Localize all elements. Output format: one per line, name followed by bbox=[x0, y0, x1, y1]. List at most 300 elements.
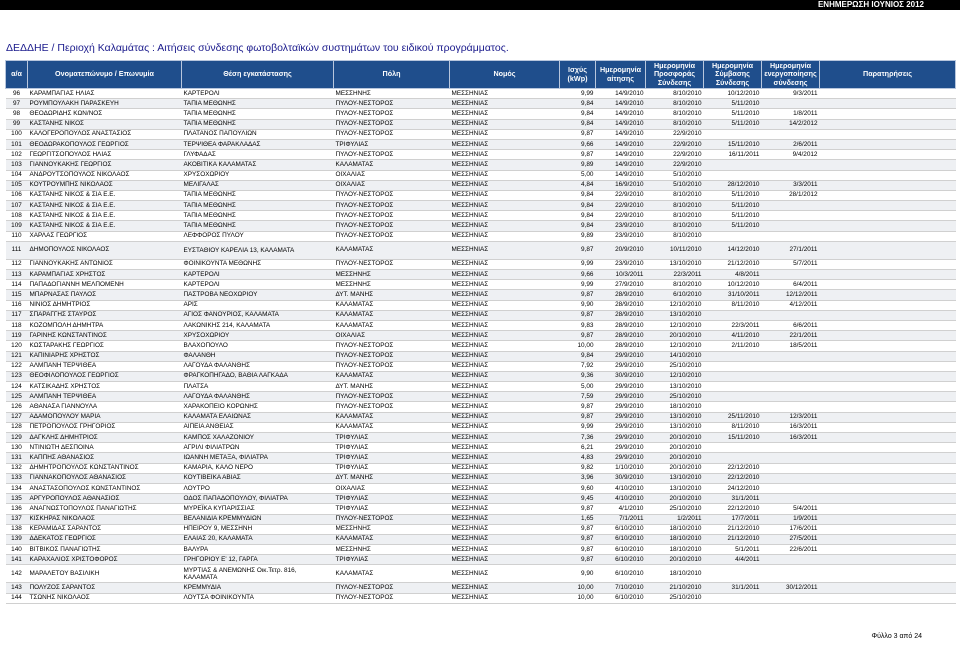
cell-name: ΚΑΣΤΑΝΗΣ ΝΙΚΟΣ & ΣΙΑ Ε.Ε. bbox=[28, 221, 182, 231]
cell-aa: 142 bbox=[6, 565, 28, 583]
cell-city: ΟΙΧΑΛΙΑΣ bbox=[334, 180, 450, 190]
cell-date-contract: 22/12/2010 bbox=[704, 463, 762, 473]
cell-power: 9,84 bbox=[560, 351, 596, 361]
cell-date-request: 27/9/2010 bbox=[596, 280, 646, 290]
cell-prefecture: ΜΕΣΣΗΝΙΑΣ bbox=[450, 99, 560, 109]
header-date-contract: Ημερομηνία Σύμβασης Σύνδεσης bbox=[704, 61, 762, 89]
header-date-request: Ημερομηνία αίτησης bbox=[596, 61, 646, 89]
cell-name: ΚΑΣΤΑΝΗΣ ΝΙΚΟΣ & ΣΙΑ Ε.Ε. bbox=[28, 190, 182, 200]
table-row bbox=[6, 443, 956, 453]
cell-remarks bbox=[820, 412, 956, 422]
cell-date-activation bbox=[762, 392, 820, 402]
cell-name: ΘΕΟΔΩΡΑΚΟΠΟΥΛΟΣ ΓΕΩΡΓΙΟΣ bbox=[28, 139, 182, 149]
cell-name: ΑΝΑΣΤΑΣΟΠΟΥΛΟΣ ΚΩΝΣΤΑΝΤΙΝΟΣ bbox=[28, 483, 182, 493]
cell-name: ΚΑΠΠΗΣ ΑΘΑΝΑΣΙΟΣ bbox=[28, 453, 182, 463]
cell-remarks bbox=[820, 371, 956, 381]
cell-date-request: 20/9/2010 bbox=[596, 241, 646, 259]
cell-date-activation bbox=[762, 371, 820, 381]
cell-power: 9,84 bbox=[560, 190, 596, 200]
cell-date-offer: 20/10/2010 bbox=[646, 463, 704, 473]
cell-city: ΚΑΛΑΜΑΤΑΣ bbox=[334, 300, 450, 310]
cell-location: ΧΑΡΑΚΟΠΕΙΟ ΚΟΡΩΝΗΣ bbox=[182, 402, 334, 412]
table-row bbox=[6, 494, 956, 504]
cell-date-request: 28/9/2010 bbox=[596, 320, 646, 330]
cell-date-request: 23/9/2010 bbox=[596, 221, 646, 231]
cell-date-activation bbox=[762, 221, 820, 231]
table-row bbox=[6, 129, 956, 139]
cell-city: ΠΥΛΟΥ-ΝΕΣΤΟΡΟΣ bbox=[334, 231, 450, 241]
cell-date-contract bbox=[704, 565, 762, 583]
cell-remarks bbox=[820, 504, 956, 514]
cell-date-request: 29/9/2010 bbox=[596, 351, 646, 361]
cell-remarks bbox=[820, 241, 956, 259]
cell-prefecture: ΜΕΣΣΗΝΙΑΣ bbox=[450, 150, 560, 160]
cell-date-contract: 5/11/2010 bbox=[704, 99, 762, 109]
cell-date-activation bbox=[762, 211, 820, 221]
cell-city: ΚΑΛΑΜΑΤΑΣ bbox=[334, 160, 450, 170]
table-row bbox=[6, 310, 956, 320]
cell-location: ΑΓΡΙΛΙ ΦΙΛΙΑΤΡΩΝ bbox=[182, 443, 334, 453]
cell-date-offer: 8/10/2010 bbox=[646, 280, 704, 290]
cell-aa: 116 bbox=[6, 300, 28, 310]
cell-power: 9,87 bbox=[560, 331, 596, 341]
cell-aa: 134 bbox=[6, 483, 28, 493]
cell-date-contract bbox=[704, 392, 762, 402]
cell-name: ΘΕΟΔΩΡΙΔΗΣ ΚΩΝ/ΝΟΣ bbox=[28, 109, 182, 119]
cell-date-contract: 22/3/2011 bbox=[704, 320, 762, 330]
cell-date-contract: 25/11/2010 bbox=[704, 412, 762, 422]
cell-remarks bbox=[820, 351, 956, 361]
cell-remarks bbox=[820, 190, 956, 200]
cell-remarks bbox=[820, 129, 956, 139]
cell-power: 9,87 bbox=[560, 290, 596, 300]
cell-aa: 119 bbox=[6, 331, 28, 341]
cell-date-activation: 30/12/2011 bbox=[762, 583, 820, 593]
cell-aa: 113 bbox=[6, 270, 28, 280]
cell-remarks bbox=[820, 160, 956, 170]
cell-date-request: 6/10/2010 bbox=[596, 534, 646, 544]
cell-prefecture: ΜΕΣΣΗΝΙΑΣ bbox=[450, 433, 560, 443]
table-row bbox=[6, 341, 956, 351]
cell-date-offer: 20/10/2010 bbox=[646, 433, 704, 443]
cell-date-activation: 12/12/2011 bbox=[762, 290, 820, 300]
cell-date-activation: 27/1/2011 bbox=[762, 241, 820, 259]
cell-date-offer: 10/11/2010 bbox=[646, 241, 704, 259]
cell-date-offer: 13/10/2010 bbox=[646, 259, 704, 269]
cell-power: 5,00 bbox=[560, 170, 596, 180]
cell-location: ΚΑΛΑΜΑΤΑ ΕΛΑΙΩΝΑΣ bbox=[182, 412, 334, 422]
cell-prefecture: ΜΕΣΣΗΝΙΑΣ bbox=[450, 593, 560, 603]
cell-date-activation bbox=[762, 231, 820, 241]
table-row bbox=[6, 514, 956, 524]
cell-aa: 131 bbox=[6, 453, 28, 463]
cell-city: ΜΕΣΣΗΝΗΣ bbox=[334, 280, 450, 290]
cell-location: ΓΛΥΦΑΔΑΣ bbox=[182, 150, 334, 160]
cell-date-request: 14/9/2010 bbox=[596, 119, 646, 129]
cell-prefecture: ΜΕΣΣΗΝΙΑΣ bbox=[450, 583, 560, 593]
table-row bbox=[6, 483, 956, 493]
cell-location: ΧΡΥΣΟΧΩΡΙΟΥ bbox=[182, 331, 334, 341]
cell-prefecture: ΜΕΣΣΗΝΙΑΣ bbox=[450, 290, 560, 300]
cell-city: ΜΕΣΣΗΝΗΣ bbox=[334, 545, 450, 555]
cell-city: ΚΑΛΑΜΑΤΑΣ bbox=[334, 412, 450, 422]
cell-aa: 97 bbox=[6, 99, 28, 109]
cell-date-request: 28/9/2010 bbox=[596, 310, 646, 320]
cell-power: 9,87 bbox=[560, 402, 596, 412]
cell-date-contract bbox=[704, 310, 762, 320]
header-prefecture: Νομός bbox=[450, 61, 560, 89]
cell-location: ΑΓΙΟΣ ΦΑΝΟΥΡΙΟΣ, ΚΑΛΑΜΑΤΑ bbox=[182, 310, 334, 320]
cell-date-contract: 10/12/2010 bbox=[704, 89, 762, 99]
cell-date-activation: 9/4/2012 bbox=[762, 150, 820, 160]
cell-city: ΔΥΤ. ΜΑΝΗΣ bbox=[334, 382, 450, 392]
cell-date-contract: 22/12/2010 bbox=[704, 473, 762, 483]
cell-date-activation bbox=[762, 129, 820, 139]
cell-remarks bbox=[820, 280, 956, 290]
cell-date-offer: 8/10/2010 bbox=[646, 89, 704, 99]
table-body bbox=[6, 89, 956, 604]
cell-date-request: 4/10/2010 bbox=[596, 483, 646, 493]
cell-power: 9,87 bbox=[560, 412, 596, 422]
cell-date-request: 14/9/2010 bbox=[596, 89, 646, 99]
cell-city: ΠΥΛΟΥ-ΝΕΣΤΟΡΟΣ bbox=[334, 392, 450, 402]
cell-power: 9,66 bbox=[560, 139, 596, 149]
cell-date-activation bbox=[762, 351, 820, 361]
table-row bbox=[6, 109, 956, 119]
cell-date-offer: 8/10/2010 bbox=[646, 231, 704, 241]
cell-location: ΒΑΛΥΡΑ bbox=[182, 545, 334, 555]
cell-date-request: 30/9/2010 bbox=[596, 473, 646, 483]
cell-date-request: 29/9/2010 bbox=[596, 453, 646, 463]
cell-date-offer: 12/10/2010 bbox=[646, 300, 704, 310]
cell-remarks bbox=[820, 402, 956, 412]
cell-location: ΛΑΓΟΥΔΑ ΦΑΛΑΝΘΗΣ bbox=[182, 392, 334, 402]
cell-date-contract: 4/8/2011 bbox=[704, 270, 762, 280]
table-row bbox=[6, 331, 956, 341]
cell-date-activation: 3/3/2011 bbox=[762, 180, 820, 190]
cell-prefecture: ΜΕΣΣΗΝΙΑΣ bbox=[450, 402, 560, 412]
cell-date-request: 7/10/2010 bbox=[596, 583, 646, 593]
cell-remarks bbox=[820, 119, 956, 129]
table-row bbox=[6, 139, 956, 149]
cell-remarks bbox=[820, 514, 956, 524]
cell-date-request: 29/9/2010 bbox=[596, 412, 646, 422]
cell-city: ΚΑΛΑΜΑΤΑΣ bbox=[334, 422, 450, 432]
cell-city: ΚΑΛΑΜΑΤΑΣ bbox=[334, 241, 450, 259]
cell-power: 9,87 bbox=[560, 555, 596, 565]
cell-remarks bbox=[820, 109, 956, 119]
cell-date-activation: 14/2/2012 bbox=[762, 119, 820, 129]
cell-name: ΓΑΡΙΝΗΣ ΚΩΝΣΤΑΝΤΙΝΟΣ bbox=[28, 331, 182, 341]
cell-power: 9,84 bbox=[560, 221, 596, 231]
cell-city: ΟΙΧΑΛΙΑΣ bbox=[334, 331, 450, 341]
cell-remarks bbox=[820, 331, 956, 341]
cell-date-activation bbox=[762, 494, 820, 504]
cell-aa: 133 bbox=[6, 473, 28, 483]
cell-prefecture: ΜΕΣΣΗΝΙΑΣ bbox=[450, 221, 560, 231]
cell-prefecture: ΜΕΣΣΗΝΙΑΣ bbox=[450, 453, 560, 463]
table-row bbox=[6, 300, 956, 310]
cell-date-activation: 22/6/2011 bbox=[762, 545, 820, 555]
table-row bbox=[6, 382, 956, 392]
table-row bbox=[6, 422, 956, 432]
table-row bbox=[6, 351, 956, 361]
cell-date-offer: 14/10/2010 bbox=[646, 351, 704, 361]
cell-location: ΤΑΠΙΑ ΜΕΘΩΝΗΣ bbox=[182, 119, 334, 129]
cell-location: ΤΑΠΙΑ ΜΕΘΩΝΗΣ bbox=[182, 190, 334, 200]
cell-date-contract: 5/11/2010 bbox=[704, 190, 762, 200]
cell-aa: 103 bbox=[6, 160, 28, 170]
cell-prefecture: ΜΕΣΣΗΝΙΑΣ bbox=[450, 514, 560, 524]
cell-aa: 140 bbox=[6, 545, 28, 555]
cell-city: ΠΥΛΟΥ-ΝΕΣΤΟΡΟΣ bbox=[334, 109, 450, 119]
cell-city: ΜΕΣΣΗΝΗΣ bbox=[334, 89, 450, 99]
cell-aa: 137 bbox=[6, 514, 28, 524]
cell-city: ΤΡΙΦΥΛΙΑΣ bbox=[334, 494, 450, 504]
cell-date-contract: 21/12/2010 bbox=[704, 259, 762, 269]
cell-date-offer: 13/10/2010 bbox=[646, 310, 704, 320]
cell-aa: 104 bbox=[6, 170, 28, 180]
cell-power: 9,87 bbox=[560, 534, 596, 544]
cell-date-contract bbox=[704, 160, 762, 170]
cell-name: ΓΙΑΝΝΟΥΚΑΚΗΣ ΓΕΩΡΓΙΟΣ bbox=[28, 160, 182, 170]
cell-location: ΑΚΟΒΙΤΙΚΑ ΚΑΛΑΜΑΤΑΣ bbox=[182, 160, 334, 170]
page-title: ΔΕΔΔΗΕ / Περιοχή Καλαμάτας : Αιτήσεις σύνδεσης φωτοβολταϊκών συστημάτων του ειδικού προγράμματος. bbox=[6, 42, 509, 54]
cell-aa: 109 bbox=[6, 221, 28, 231]
cell-date-contract: 31/1/2011 bbox=[704, 494, 762, 504]
cell-power: 9,66 bbox=[560, 270, 596, 280]
cell-prefecture: ΜΕΣΣΗΝΙΑΣ bbox=[450, 534, 560, 544]
table-row bbox=[6, 565, 956, 583]
cell-date-contract bbox=[704, 231, 762, 241]
cell-name: ΠΕΤΡΟΠΟΥΛΟΣ ΓΡΗΓΟΡΙΟΣ bbox=[28, 422, 182, 432]
cell-aa: 112 bbox=[6, 259, 28, 269]
cell-remarks bbox=[820, 494, 956, 504]
cell-aa: 100 bbox=[6, 129, 28, 139]
header-date-offer: Ημερομηνία Προσφοράς Σύνδεσης bbox=[646, 61, 704, 89]
cell-date-contract: 21/12/2010 bbox=[704, 534, 762, 544]
cell-prefecture: ΜΕΣΣΗΝΙΑΣ bbox=[450, 129, 560, 139]
header-date-activation: Ημερομηνία ενεργοποίησης σύνδεσης bbox=[762, 61, 820, 89]
table-header-row bbox=[6, 61, 956, 89]
cell-prefecture: ΜΕΣΣΗΝΙΑΣ bbox=[450, 270, 560, 280]
cell-city: ΠΥΛΟΥ-ΝΕΣΤΟΡΟΣ bbox=[334, 99, 450, 109]
cell-date-request: 14/9/2010 bbox=[596, 170, 646, 180]
cell-name: ΚΙΣΚΗΡΑΣ ΝΙΚΟΛΑΟΣ bbox=[28, 514, 182, 524]
cell-city: ΠΥΛΟΥ-ΝΕΣΤΟΡΟΣ bbox=[334, 361, 450, 371]
cell-power: 1,65 bbox=[560, 514, 596, 524]
cell-name: ΚΩΣΤΑΡΑΚΗΣ ΓΕΩΡΓΙΟΣ bbox=[28, 341, 182, 351]
cell-remarks bbox=[820, 433, 956, 443]
cell-remarks bbox=[820, 170, 956, 180]
cell-date-activation: 27/5/2011 bbox=[762, 534, 820, 544]
cell-name: ΚΑΡΑΜΠΑΓΙΑΣ ΧΡΗΣΤΟΣ bbox=[28, 270, 182, 280]
page-footer: Φύλλο 3 από 24 bbox=[871, 633, 922, 640]
cell-date-request: 30/9/2010 bbox=[596, 371, 646, 381]
header-city: Πόλη bbox=[334, 61, 450, 89]
cell-date-offer: 6/10/2010 bbox=[646, 290, 704, 300]
table-row bbox=[6, 99, 956, 109]
cell-date-offer: 18/10/2010 bbox=[646, 565, 704, 583]
cell-prefecture: ΜΕΣΣΗΝΙΑΣ bbox=[450, 160, 560, 170]
cell-remarks bbox=[820, 290, 956, 300]
cell-date-contract: 21/12/2010 bbox=[704, 524, 762, 534]
cell-remarks bbox=[820, 392, 956, 402]
cell-name: ΓΙΑΝΝΑΚΟΠΟΥΛΟΣ ΑΘΑΝΑΣΙΟΣ bbox=[28, 473, 182, 483]
table-row bbox=[6, 320, 956, 330]
cell-date-activation: 18/5/2011 bbox=[762, 341, 820, 351]
cell-power: 4,84 bbox=[560, 180, 596, 190]
cell-date-activation: 1/8/2011 bbox=[762, 109, 820, 119]
cell-name: ΚΑΡΑΜΠΑΓΙΑΣ ΗΛΙΑΣ bbox=[28, 89, 182, 99]
cell-city: ΠΥΛΟΥ-ΝΕΣΤΟΡΟΣ bbox=[334, 129, 450, 139]
cell-city: ΔΥΤ. ΜΑΝΗΣ bbox=[334, 290, 450, 300]
cell-power: 9,99 bbox=[560, 259, 596, 269]
cell-city: ΚΑΛΑΜΑΤΑΣ bbox=[334, 320, 450, 330]
cell-city: ΠΥΛΟΥ-ΝΕΣΤΟΡΟΣ bbox=[334, 119, 450, 129]
cell-date-request: 14/9/2010 bbox=[596, 129, 646, 139]
cell-remarks bbox=[820, 463, 956, 473]
table-row bbox=[6, 583, 956, 593]
cell-location: ΜΥΡΕΪΚΑ ΚΥΠΑΡΙΣΣΙΑΣ bbox=[182, 504, 334, 514]
cell-date-contract: 5/11/2010 bbox=[704, 109, 762, 119]
cell-date-request: 4/1/2010 bbox=[596, 504, 646, 514]
cell-date-request: 14/9/2010 bbox=[596, 139, 646, 149]
table-row bbox=[6, 545, 956, 555]
cell-power: 9,87 bbox=[560, 524, 596, 534]
cell-date-offer: 13/10/2010 bbox=[646, 382, 704, 392]
cell-location: ΕΥΣΤΑΘΙΟΥ ΚΑΡΕΛΙΑ 13, ΚΑΛΑΜΑΤΑ bbox=[182, 241, 334, 259]
cell-location: ΦΡΑΓΚΟΠΗΓΑΔΟ, ΒΑΘΙΑ ΛΑΓΚΑΔΑ bbox=[182, 371, 334, 381]
cell-power: 4,83 bbox=[560, 453, 596, 463]
cell-location: ΤΑΠΙΑ ΜΕΘΩΝΗΣ bbox=[182, 211, 334, 221]
cell-date-contract: 5/11/2010 bbox=[704, 201, 762, 211]
cell-prefecture: ΜΕΣΣΗΝΙΑΣ bbox=[450, 483, 560, 493]
cell-date-activation: 2/6/2011 bbox=[762, 139, 820, 149]
cell-name: ΜΠΑΡΝΑΣΑΣ ΠΑΥΛΟΣ bbox=[28, 290, 182, 300]
table-row bbox=[6, 392, 956, 402]
cell-city: ΟΙΧΑΛΙΑΣ bbox=[334, 170, 450, 180]
cell-date-request: 6/10/2010 bbox=[596, 555, 646, 565]
cell-city: ΤΡΙΦΥΛΙΑΣ bbox=[334, 433, 450, 443]
cell-name: ΚΑΣΤΑΝΗΣ ΝΙΚΟΣ & ΣΙΑ Ε.Ε. bbox=[28, 211, 182, 221]
cell-date-contract: 8/11/2010 bbox=[704, 422, 762, 432]
cell-aa: 138 bbox=[6, 524, 28, 534]
cell-power: 7,92 bbox=[560, 361, 596, 371]
cell-date-offer: 20/10/2010 bbox=[646, 443, 704, 453]
cell-date-contract: 15/11/2010 bbox=[704, 433, 762, 443]
cell-date-offer: 22/3/2011 bbox=[646, 270, 704, 280]
table-row bbox=[6, 524, 956, 534]
cell-date-activation bbox=[762, 453, 820, 463]
cell-name: ΑΝΑΓΝΩΣΤΟΠΟΥΛΟΣ ΠΑΝΑΓΙΩΤΗΣ bbox=[28, 504, 182, 514]
cell-name: ΘΕΟΦΙΛΟΠΟΥΛΟΣ ΓΕΩΡΓΙΟΣ bbox=[28, 371, 182, 381]
cell-date-request: 6/10/2010 bbox=[596, 593, 646, 603]
cell-date-activation bbox=[762, 310, 820, 320]
cell-name: ΔΗΜΗΤΡΟΠΟΥΛΟΣ ΚΩΝΣΤΑΝΤΙΝΟΣ bbox=[28, 463, 182, 473]
cell-date-contract: 5/11/2010 bbox=[704, 211, 762, 221]
cell-aa: 108 bbox=[6, 211, 28, 221]
cell-aa: 143 bbox=[6, 583, 28, 593]
cell-location: ΚΑΜΑΡΙΑ, ΚΑΛΟ ΝΕΡΟ bbox=[182, 463, 334, 473]
cell-city: ΠΥΛΟΥ-ΝΕΣΤΟΡΟΣ bbox=[334, 351, 450, 361]
cell-name: ΑΝΔΡΟΥΤΣΟΠΟΥΛΟΣ ΝΙΚΟΛΑΟΣ bbox=[28, 170, 182, 180]
cell-date-activation: 5/4/2011 bbox=[762, 504, 820, 514]
cell-date-request: 29/9/2010 bbox=[596, 402, 646, 412]
cell-power: 9,82 bbox=[560, 463, 596, 473]
cell-name: ΚΑΡΑΧΑΛΙΟΣ ΧΡΙΣΤΟΦΟΡΟΣ bbox=[28, 555, 182, 565]
table-row bbox=[6, 190, 956, 200]
table-row bbox=[6, 211, 956, 221]
cell-location: ΚΟΥΤΙΒΕΪΚΑ ΑΒΙΑΣ bbox=[182, 473, 334, 483]
cell-city: ΠΥΛΟΥ-ΝΕΣΤΟΡΟΣ bbox=[334, 593, 450, 603]
cell-power: 9,99 bbox=[560, 280, 596, 290]
cell-name: ΑΛΜΠΑΝΗ ΤΕΡΨΙΘΕΑ bbox=[28, 392, 182, 402]
cell-prefecture: ΜΕΣΣΗΝΙΑΣ bbox=[450, 382, 560, 392]
cell-prefecture: ΜΕΣΣΗΝΙΑΣ bbox=[450, 351, 560, 361]
table-row bbox=[6, 371, 956, 381]
cell-date-request: 28/9/2010 bbox=[596, 290, 646, 300]
cell-aa: 106 bbox=[6, 190, 28, 200]
cell-power: 7,59 bbox=[560, 392, 596, 402]
cell-location: ΙΩΑΝΝΗ ΜΕΤΑΞΑ, ΦΙΛΙΑΤΡΑ bbox=[182, 453, 334, 463]
cell-date-activation: 12/3/2011 bbox=[762, 412, 820, 422]
cell-date-contract: 24/12/2010 bbox=[704, 483, 762, 493]
cell-date-request: 29/9/2010 bbox=[596, 422, 646, 432]
cell-date-contract: 4/11/2010 bbox=[704, 331, 762, 341]
cell-aa: 105 bbox=[6, 180, 28, 190]
cell-prefecture: ΜΕΣΣΗΝΙΑΣ bbox=[450, 545, 560, 555]
cell-date-activation: 28/1/2012 bbox=[762, 190, 820, 200]
cell-remarks bbox=[820, 361, 956, 371]
cell-date-contract: 28/12/2010 bbox=[704, 180, 762, 190]
cell-location: ΚΑΡΤΕΡΟΛΙ bbox=[182, 89, 334, 99]
cell-date-request: 29/9/2010 bbox=[596, 443, 646, 453]
cell-remarks bbox=[820, 453, 956, 463]
cell-prefecture: ΜΕΣΣΗΝΙΑΣ bbox=[450, 300, 560, 310]
cell-power: 9,36 bbox=[560, 371, 596, 381]
cell-date-activation: 9/3/2011 bbox=[762, 89, 820, 99]
cell-date-request: 14/9/2010 bbox=[596, 109, 646, 119]
cell-aa: 144 bbox=[6, 593, 28, 603]
cell-date-activation bbox=[762, 382, 820, 392]
cell-remarks bbox=[820, 422, 956, 432]
cell-city: ΠΥΛΟΥ-ΝΕΣΤΟΡΟΣ bbox=[334, 190, 450, 200]
cell-date-contract: 17/7/2011 bbox=[704, 514, 762, 524]
cell-date-offer: 13/10/2010 bbox=[646, 473, 704, 483]
cell-city: ΤΡΙΦΥΛΙΑΣ bbox=[334, 463, 450, 473]
cell-date-request: 29/9/2010 bbox=[596, 382, 646, 392]
table-row bbox=[6, 119, 956, 129]
cell-power: 9,89 bbox=[560, 160, 596, 170]
cell-aa: 129 bbox=[6, 433, 28, 443]
cell-date-offer: 8/10/2010 bbox=[646, 109, 704, 119]
cell-name: ΚΑΣΤΑΝΗΣ ΝΙΚΟΣ bbox=[28, 119, 182, 129]
cell-location: ΦΑΛΑΝΘΗ bbox=[182, 351, 334, 361]
cell-date-request: 16/9/2010 bbox=[596, 180, 646, 190]
cell-remarks bbox=[820, 221, 956, 231]
cell-city: ΠΥΛΟΥ-ΝΕΣΤΟΡΟΣ bbox=[334, 259, 450, 269]
cell-aa: 120 bbox=[6, 341, 28, 351]
cell-prefecture: ΜΕΣΣΗΝΙΑΣ bbox=[450, 89, 560, 99]
cell-date-activation bbox=[762, 361, 820, 371]
cell-name: ΒΙΤΒΙΚΟΣ ΠΑΝΑΓΙΩΤΗΣ bbox=[28, 545, 182, 555]
cell-location: ΤΑΠΙΑ ΜΕΘΩΝΗΣ bbox=[182, 221, 334, 231]
cell-date-contract bbox=[704, 361, 762, 371]
cell-aa: 99 bbox=[6, 119, 28, 129]
cell-power: 9,45 bbox=[560, 494, 596, 504]
cell-city: ΚΑΛΑΜΑΤΑΣ bbox=[334, 371, 450, 381]
